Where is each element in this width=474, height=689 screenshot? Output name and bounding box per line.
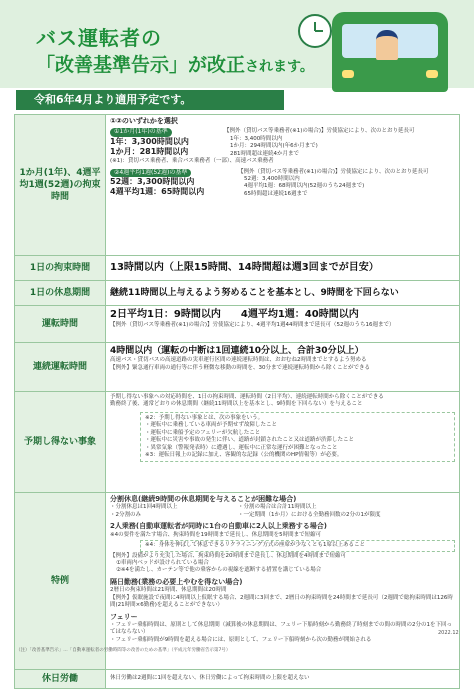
holiday-text: 休日労働は2週間に1回を超えない、休日労働によって拘束時間の上限を超えない: [106, 670, 460, 689]
two-1: ※4の要件を満たす場合、拘束時間を19時間まで延長し、休息期間を5時間まで短縮可: [110, 531, 322, 538]
opt2-exc-title: 【例外（貸切バス等乗務者(※1)の場合)】労使協定により、次のとおり延長可: [238, 168, 429, 175]
ferry-1: ・フェリー乗船時間は、原則として休息期間（減算後の休息期間は、フェリー下船時刻から勤務終了時刻までの間の時間の2分の1を下回ってはならない）: [110, 621, 452, 636]
title-suffix: されます。: [245, 59, 314, 75]
opt1-line1: 1年：3,300時間以内: [110, 136, 189, 146]
continuous-note1: 高速バス・貸切バスの高速道路の実車運行区間の連続運転時間は、おおむね2時間までとするよう努める: [110, 357, 367, 364]
opt1-main: [110, 128, 220, 158]
sep-title: 隔日勤務(業務の必要上やむを得ない場合): [110, 577, 243, 586]
label-binding: 1か月(1年)、4週平均1週(52週)の拘束時間: [15, 115, 106, 256]
ferry-2: ・フェリー乗船時間が9時間を超える場合には、原則として、フェリー下船時刻から次の勤務が開始される: [110, 636, 372, 643]
sep-1: 2暦日の拘束時間は21時間、休息期間は20時間: [110, 587, 227, 594]
opt2-line1: 52週：3,300時間以内: [110, 176, 195, 186]
row-daily-binding: [15, 256, 460, 281]
label-holiday: 休日労働: [15, 670, 106, 689]
binding-choose: ①②のいずれかを選択: [110, 117, 178, 125]
unforeseen-box: [140, 412, 455, 463]
bus-light-right: [426, 70, 438, 78]
split-row2: [110, 512, 455, 519]
unforeseen-content: [106, 392, 460, 493]
title-line1: バス運転者の: [36, 26, 162, 50]
unforeseen-box-4: ・異常気象（警報発表時）に遭遇し、運転中に正常な運行が困難となったこと: [145, 444, 338, 451]
binding-content: [106, 115, 460, 256]
title-main: 「改善基準告示」が改正: [36, 54, 246, 76]
unforeseen-text2: 勤務終了後、通常どおりの休息期間（継続11時間以上を基本とし、9時間を下回らない）を与えること: [110, 401, 363, 408]
opt1-exc-title: 【例外（貸切バス等乗務者(※1)の場合)】労使協定により、次のとおり延長可: [224, 128, 415, 135]
split-1: ・分割休息は1回4時間以上: [110, 504, 178, 511]
continuous-text: 4時間以内（運転の中断は1回連続10分以上、合計30分以上）: [110, 346, 364, 356]
unforeseen-box-2: ・運転中に乗船予定のフェリーが欠航したこと: [145, 429, 261, 436]
rest-text: 継続11時間以上与えるよう努めることを基本とし、9時間を下回らない: [106, 281, 460, 306]
opt2-pill: ②4週平均1週(52週)の基準: [110, 169, 191, 177]
two-title: 2人乗務(自動車運転者が同時に1台の自動車に2人以上乗務する場合): [110, 522, 328, 531]
split-row1: [110, 504, 455, 511]
unforeseen-box-title: ※2：予期し得ない事象とは、次の事象をいう。: [145, 414, 264, 421]
clock-icon: [298, 14, 332, 48]
label-continuous: 連続運転時間: [15, 343, 106, 392]
continuous-content: [106, 343, 460, 392]
bus-light-left: [342, 70, 354, 78]
opt2-exception: [238, 169, 429, 199]
opt1-line2: 1か月：281時間以内: [110, 147, 189, 157]
label-daily-binding: 1日の拘束時間: [15, 256, 106, 281]
label-special: 特例: [15, 493, 106, 670]
unforeseen-box-3: ・運転中に災害や事故の発生に伴い、道路が封鎖されたこと又は道路が渋滞したこと: [145, 437, 355, 444]
row-unforeseen: [15, 392, 460, 493]
opt1: [110, 128, 455, 158]
label-driving: 運転時間: [15, 306, 106, 343]
two-exc-1: ①車両内ベッドが設けられている場合: [116, 559, 209, 566]
label-unforeseen: 予期し得ない事象: [15, 392, 106, 493]
unforeseen-text1: 予期し得ない事象への対応時間を、1日の拘束時間、運転時間（2日平均）、連続運転時間から除くことができる: [110, 394, 384, 400]
row-special: [15, 493, 460, 670]
opt2-main: [110, 169, 234, 199]
opt2-exc-2: 4週平均1週：68時間以内(52週のうち24週まで): [244, 183, 365, 190]
title-line2: [36, 50, 314, 77]
row-driving: [15, 306, 460, 343]
opt1-exc-3: 281時間超は連続4か月まで: [230, 150, 299, 157]
header: [0, 0, 474, 88]
bus-icon: [332, 12, 448, 92]
daily-binding-text: 13時間以内（上限15時間、14時間超は週3回までが目安）: [106, 256, 460, 281]
rules-table: [14, 114, 460, 689]
unforeseen-box-5: ※3：運転日報上の記録に加え、客観的な記録（公的機関のHP情報等）が必要。: [145, 451, 343, 458]
driving-text: 2日平均1日：9時間以内 4週平均1週：40時間以内: [110, 309, 359, 320]
schedule-badge: 令和6年4月より適用予定です。: [16, 90, 284, 110]
issue-date: 2022.12: [438, 630, 459, 636]
driving-content: [106, 306, 460, 343]
opt1-exc-1: 1年：3,400時間以内: [230, 135, 283, 142]
row-rest: [15, 281, 460, 306]
opt1-exception: [224, 128, 415, 158]
label-rest: 1日の休息期間: [15, 281, 106, 306]
row-holiday: [15, 670, 460, 689]
split-4: ・一定期間（1か月）における全勤務回数の2分の1が限度: [238, 511, 381, 518]
opt2-exc-3: 65時間超は連続16週まで: [244, 190, 308, 197]
row-continuous: [15, 343, 460, 392]
two-box: ※4：身体を伸ばして休息できるリクライニング方式の座席が少なくとも1席以上あること: [140, 540, 455, 551]
continuous-note2: 【例外】緊急通行車両の通行等に伴う軽微な移動の時間を、30分まで連続運転時間から除くことができる: [110, 364, 371, 371]
special-content: [106, 493, 460, 670]
row-binding: [15, 115, 460, 256]
two-exc: 【例外】設備がより充実した場合、拘束時間を20時間まで延長し、休息期間を4時間まで短縮可: [110, 552, 347, 559]
opt2-exc-1: 52週：3,400時間以内: [244, 175, 300, 182]
sep-exc: 【例外】仮眠施設で夜間に4時間以上仮眠する場合、2週間に3回まで、2暦日の拘束時間を24時間まで延長可（2週間で総拘束時間は126時間(21時間×6勤務)を超えることができない）: [110, 594, 453, 609]
unforeseen-box-1: ・運転中に乗務している車両が予期せず故障したこと: [145, 422, 278, 429]
split-3: ・2分割のみ: [110, 511, 141, 518]
split-2: ・分割の場合は合計11時間以上: [238, 504, 317, 511]
two-exc-2: ②※4を満たし、カーテン等で他の乗客からの視線を遮断する措置を講じている場合: [116, 567, 322, 574]
driver-icon: [376, 30, 398, 60]
opt1-pill: ①1か月(1年)の基準: [110, 128, 172, 136]
driving-exc: 【例外（貸切バス等乗務者(※1)の場合)】労使協定により、4週平均1週44時間まで延長可（52週のうち16週まで）: [110, 321, 395, 328]
split-title: 分割休息(継続9時間の休息期間を与えることが困難な場合): [110, 495, 297, 503]
footnote: （注）「改善基準告示」…「自動車運転者の労働時間等の改善のための基準」（平成元年労働省告示第7号）: [16, 648, 231, 653]
opt1-note: (※1)：貸切バス乗務者、乗合バス乗務者（一部）、高速バス乗務者: [110, 158, 274, 165]
opt2: [110, 169, 455, 199]
opt2-line2: 4週平均1週：65時間以内: [110, 187, 205, 197]
ferry-title: フェリー: [110, 612, 138, 621]
opt1-exc-2: 1か月：294時間以内(年6か月まで): [230, 143, 318, 150]
